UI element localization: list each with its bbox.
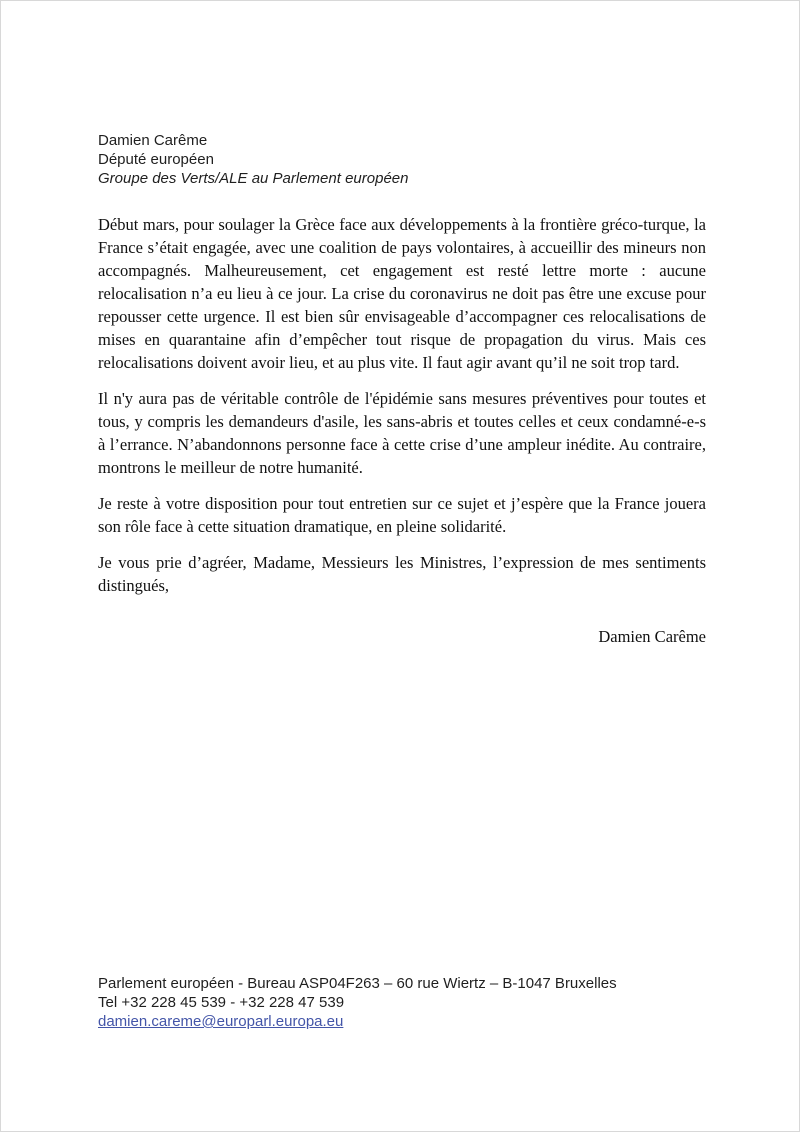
footer-block (98, 974, 706, 1031)
sender-name: Damien Carême (98, 132, 208, 149)
letter-paragraph-3: Je reste à votre disposition pour tout entretien sur ce sujet et j’espère que la France jouera son rôle face à cette situation dramatique, en pleine solidarité. (98, 494, 706, 536)
footer-address: Parlement européen - Bureau ASP04F263 – 60 rue Wiertz – B-1047 Bruxelles (98, 975, 617, 992)
email-link[interactable]: damien.careme@europarl.europa.eu (98, 1013, 344, 1030)
sender-political-group: Groupe des Verts/ALE au Parlement européen (98, 170, 409, 187)
letter-paragraph-1: Début mars, pour soulager la Grèce face aux développements à la frontière gréco-turque, la France s’était engagée, avec une coalition de pays volontaires, à accueillir des mineurs non accompagnés. Malheureusement, cet engagement est resté lettre morte : aucune relocalisation n’a eu lieu à ce jour. La crise du coronavirus ne doit pas être une excuse pour repousser cette urgence. Il est bien sûr envisageable d’accompagner ces relocalisations de mises en quarantaine afin d’empêcher tout risque de propagation du virus. Mais ces relocalisations doivent avoir lieu, et au plus vite. Il faut agir avant qu’il ne soit trop tard. (98, 215, 706, 372)
footer-phone: Tel +32 228 45 539 - +32 228 47 539 (98, 994, 345, 1011)
sender-block (98, 131, 706, 188)
letter-paragraph-4: Je vous prie d’agréer, Madame, Messieurs les Ministres, l’expression de mes sentiments distingués, (98, 553, 706, 595)
signature: Damien Carême (598, 627, 706, 646)
letter-body (98, 213, 706, 610)
letter-paragraph-2: Il n'y aura pas de véritable contrôle de l'épidémie sans mesures préventives pour toutes et tous, y compris les demandeurs d'asile, les sans-abris et toutes celles et ceux condamné-e-s à l’errance. N’abandonnons personne face à cette crise d’une ampleur inédite. Au contraire, montrons le meilleur de notre humanité. (98, 389, 706, 477)
sender-title: Député européen (98, 151, 214, 168)
